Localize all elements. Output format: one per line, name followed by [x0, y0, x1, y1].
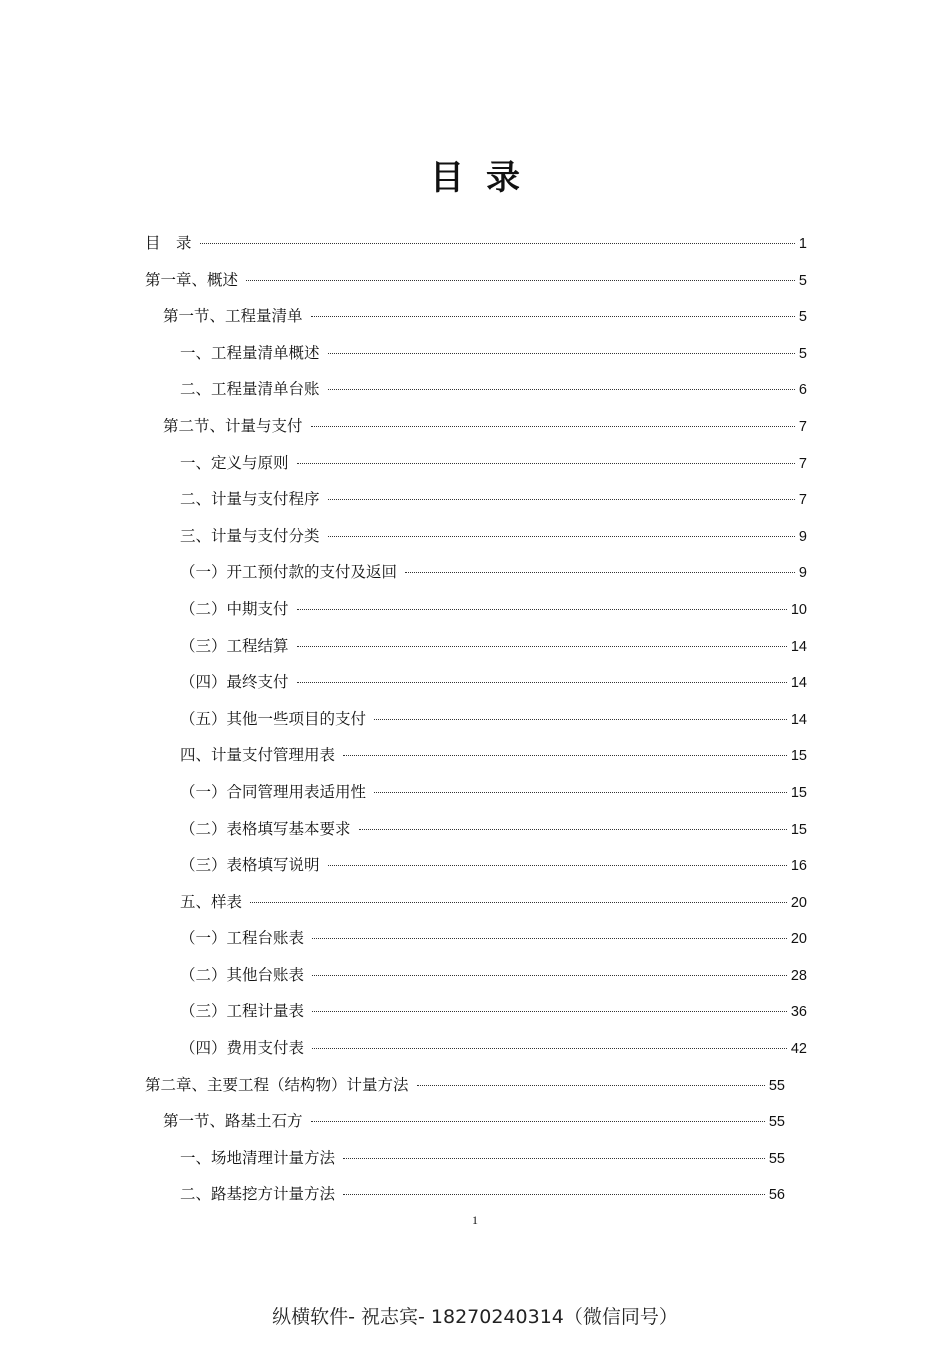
- toc-entry[interactable]: [145, 847, 807, 884]
- toc-entry-page: 7: [798, 455, 807, 472]
- toc-entry-page: 15: [790, 821, 807, 838]
- toc-entry[interactable]: [145, 481, 807, 518]
- toc-dot-leader: [312, 1048, 787, 1049]
- toc-entry-label: （二）其他台账表: [180, 965, 305, 984]
- toc-dot-leader: [328, 865, 787, 866]
- table-of-contents: [145, 225, 807, 1213]
- toc-entry[interactable]: [145, 884, 807, 921]
- toc-entry-page: 28: [790, 967, 807, 984]
- toc-dot-leader: [343, 755, 787, 756]
- toc-entry[interactable]: [145, 1176, 785, 1213]
- toc-entry[interactable]: [145, 1067, 785, 1104]
- toc-entry[interactable]: [145, 1103, 785, 1140]
- toc-dot-leader: [417, 1085, 765, 1086]
- toc-entry-page: 5: [798, 272, 807, 289]
- toc-entry[interactable]: [145, 408, 807, 445]
- toc-entry-label: 四、计量支付管理用表: [180, 746, 336, 765]
- toc-dot-leader: [328, 499, 795, 500]
- toc-entry-page: 6: [798, 382, 807, 399]
- toc-dot-leader: [374, 792, 787, 793]
- toc-entry-page: 5: [798, 345, 807, 362]
- toc-entry-label: 第二节、计量与支付: [163, 416, 303, 435]
- toc-entry-label: （二）中期支付: [180, 599, 289, 618]
- toc-entry-page: 14: [790, 638, 807, 655]
- toc-entry[interactable]: [145, 664, 807, 701]
- toc-entry[interactable]: [145, 371, 807, 408]
- toc-entry-label: 五、样表: [180, 892, 243, 911]
- toc-dot-leader: [250, 902, 787, 903]
- toc-entry-label: （三）工程结算: [180, 636, 289, 655]
- toc-entry-page: 7: [798, 418, 807, 435]
- toc-entry[interactable]: [145, 262, 807, 299]
- toc-entry[interactable]: [145, 774, 807, 811]
- toc-dot-leader: [359, 829, 787, 830]
- toc-entry-label: 三、计量与支付分类: [180, 526, 320, 545]
- toc-entry[interactable]: [145, 445, 807, 482]
- toc-entry-page: 15: [790, 784, 807, 801]
- toc-entry-page: 15: [790, 748, 807, 765]
- toc-entry-label: 一、工程量清单概述: [180, 343, 320, 362]
- toc-entry-label: （二）表格填写基本要求: [180, 819, 351, 838]
- toc-entry-page: 36: [790, 1004, 807, 1021]
- toc-entry-page: 1: [798, 236, 807, 252]
- toc-entry[interactable]: [145, 1030, 807, 1067]
- toc-dot-leader: [374, 719, 787, 720]
- toc-entry[interactable]: [145, 628, 807, 665]
- toc-dot-leader: [328, 389, 795, 390]
- toc-entry[interactable]: [145, 591, 807, 628]
- toc-dot-leader: [312, 975, 787, 976]
- toc-dot-leader: [405, 572, 795, 573]
- toc-dot-leader: [311, 1121, 765, 1122]
- page-title: 目录: [430, 158, 542, 198]
- toc-dot-leader: [297, 646, 787, 647]
- toc-entry-label: （一）开工预付款的支付及返回: [180, 563, 398, 582]
- toc-entry-page: 55: [768, 1077, 785, 1094]
- toc-entry-page: 10: [790, 601, 807, 618]
- toc-dot-leader: [312, 938, 787, 939]
- toc-dot-leader: [297, 609, 787, 610]
- toc-entry-page: 9: [798, 565, 807, 582]
- toc-entry-label: 第一章、概述: [145, 270, 239, 289]
- toc-entry-page: 55: [768, 1114, 785, 1131]
- toc-entry[interactable]: [145, 737, 807, 774]
- toc-dot-leader: [200, 243, 795, 244]
- toc-entry[interactable]: [145, 993, 807, 1030]
- toc-entry-page: 5: [798, 309, 807, 326]
- toc-entry-label: （三）表格填写说明: [180, 856, 320, 875]
- toc-entry[interactable]: [145, 811, 807, 848]
- footer-watermark-text: 纵横软件- 祝志宾- 18270240314（微信同号）: [272, 1306, 678, 1328]
- toc-entry-label: 目 录: [145, 234, 192, 252]
- toc-entry-page: 20: [790, 931, 807, 948]
- toc-entry-page: 55: [768, 1150, 785, 1167]
- toc-entry[interactable]: [145, 920, 807, 957]
- toc-dot-leader: [328, 536, 795, 537]
- toc-entry-page: 16: [790, 858, 807, 875]
- toc-entry-label: （三）工程计量表: [180, 1002, 305, 1021]
- toc-dot-leader: [311, 316, 795, 317]
- page-number: 1: [472, 1213, 478, 1227]
- toc-entry-label: （一）工程台账表: [180, 929, 305, 948]
- toc-entry[interactable]: [145, 701, 807, 738]
- toc-entry-page: 56: [768, 1187, 785, 1204]
- toc-dot-leader: [311, 426, 795, 427]
- toc-dot-leader: [297, 463, 795, 464]
- toc-entry-page: 7: [798, 492, 807, 509]
- toc-entry-page: 14: [790, 711, 807, 728]
- toc-entry[interactable]: [145, 335, 807, 372]
- toc-dot-leader: [297, 682, 787, 683]
- toc-dot-leader: [246, 280, 795, 281]
- toc-entry-label: 第一节、工程量清单: [163, 307, 303, 326]
- toc-entry[interactable]: [145, 518, 807, 555]
- toc-entry-label: （一）合同管理用表适用性: [180, 782, 367, 801]
- toc-dot-leader: [312, 1011, 787, 1012]
- toc-dot-leader: [343, 1158, 765, 1159]
- toc-entry-label: 二、路基挖方计量方法: [180, 1185, 336, 1204]
- toc-entry[interactable]: [145, 298, 807, 335]
- toc-entry-label: 二、计量与支付程序: [180, 490, 320, 509]
- toc-entry-page: 42: [790, 1041, 807, 1058]
- toc-entry[interactable]: [145, 554, 807, 591]
- toc-entry-page: 9: [798, 528, 807, 545]
- toc-entry-label: 二、工程量清单台账: [180, 380, 320, 399]
- toc-entry[interactable]: [145, 957, 807, 994]
- toc-entry-label: （四）费用支付表: [180, 1039, 305, 1058]
- toc-dot-leader: [328, 353, 795, 354]
- toc-entry-label: （四）最终支付: [180, 673, 289, 692]
- toc-entry-label: 第一节、路基土石方: [163, 1112, 303, 1131]
- toc-entry-page: 14: [790, 675, 807, 692]
- toc-entry[interactable]: [145, 225, 807, 262]
- toc-entry[interactable]: [145, 1140, 785, 1177]
- toc-dot-leader: [343, 1194, 765, 1195]
- toc-entry-label: 一、定义与原则: [180, 453, 289, 472]
- toc-entry-label: 第二章、主要工程（结构物）计量方法: [145, 1075, 409, 1094]
- toc-entry-page: 20: [790, 894, 807, 911]
- toc-entry-label: 一、场地清理计量方法: [180, 1148, 336, 1167]
- toc-entry-label: （五）其他一些项目的支付: [180, 709, 367, 728]
